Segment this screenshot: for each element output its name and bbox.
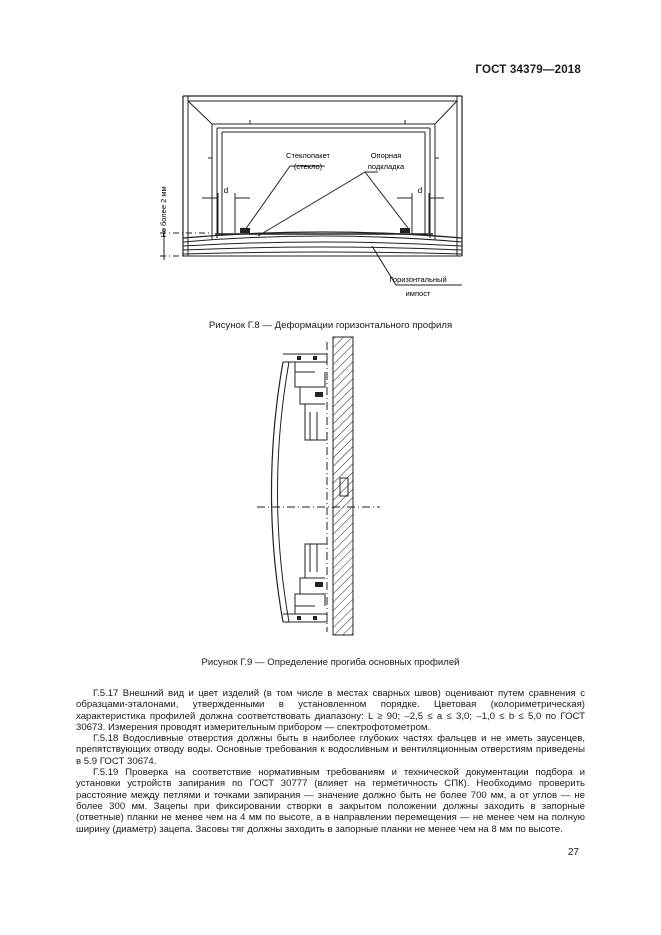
dimension-d-left: d [223,186,229,195]
standard-code-header: ГОСТ 34379—2018 [475,64,581,76]
body-text [76,688,585,835]
figure-9-caption: Рисунок Г.9 — Определение прогиба основных профилей [201,657,460,668]
page-number: 27 [567,847,579,858]
paragraph-g-5-17: Г.5.17 Внешний вид и цвет изделий (в том числе в местах сварных швов) оценивают путем сравнения с образцами-эталонами, утвержденными в установленном порядке. Цветовая (колориметрическая) характеристика профилей должна соответствовать диапазону: L ≥ 90; –2,5 ≤ a ≤ 3,0; –1,0 ≤ b ≤ 5,0 по ГОСТ 30673. Измерения проводят измерительным прибором — спектрофотометром. [76,688,585,733]
dimension-d-right: d [417,186,423,195]
glass-packet-label-line1: Стеклопакет [286,151,330,160]
max-deflection-label: Не более 2 мм [159,186,168,238]
support-pad-label-line1: Опорная [370,151,402,160]
figure-8-drawing [150,88,480,310]
paragraph-g-5-19: Г.5.19 Проверка на соответствие нормативным требованиям и технической документации подбора и установки устройств запирания по ГОСТ 30777 (влияет на герметичность СПК). Необходимо проверить расстояние между петлями и точками запирания — значение должно быть не более 700 мм, а от углов — не более 300 мм. Зацепы при фиксировании створки в закрытом положении должны заходить в запорные (ответные) планки не менее чем на 4 мм по высоте, а в направлении перемещения — не менее чем на полную ширину (диаметр) зацепа. Засовы тяг должны заходить в запорные планки не менее чем на 8 мм по высоте. [76,767,585,835]
glass-packet-label-line2: (стекло) [293,162,323,171]
figure-8-caption: Рисунок Г.8 — Деформации горизонтального профиля [208,320,453,331]
impost-label-line1: Горизонтальный [389,275,447,284]
impost-label-line2: импост [405,289,431,298]
figure-9-drawing [255,332,390,650]
paragraph-g-5-18: Г.5.18 Водосливные отверстия должны быть в наиболее глубоких частях фальцев и не иметь заусенцев, препятствующих отводу воды. Основные требования к водосливным и вентиляционным отверстиям приведены в 5.9 ГОСТ 30674. [76,733,585,767]
support-pad-label-line2: подкладка [367,162,405,171]
